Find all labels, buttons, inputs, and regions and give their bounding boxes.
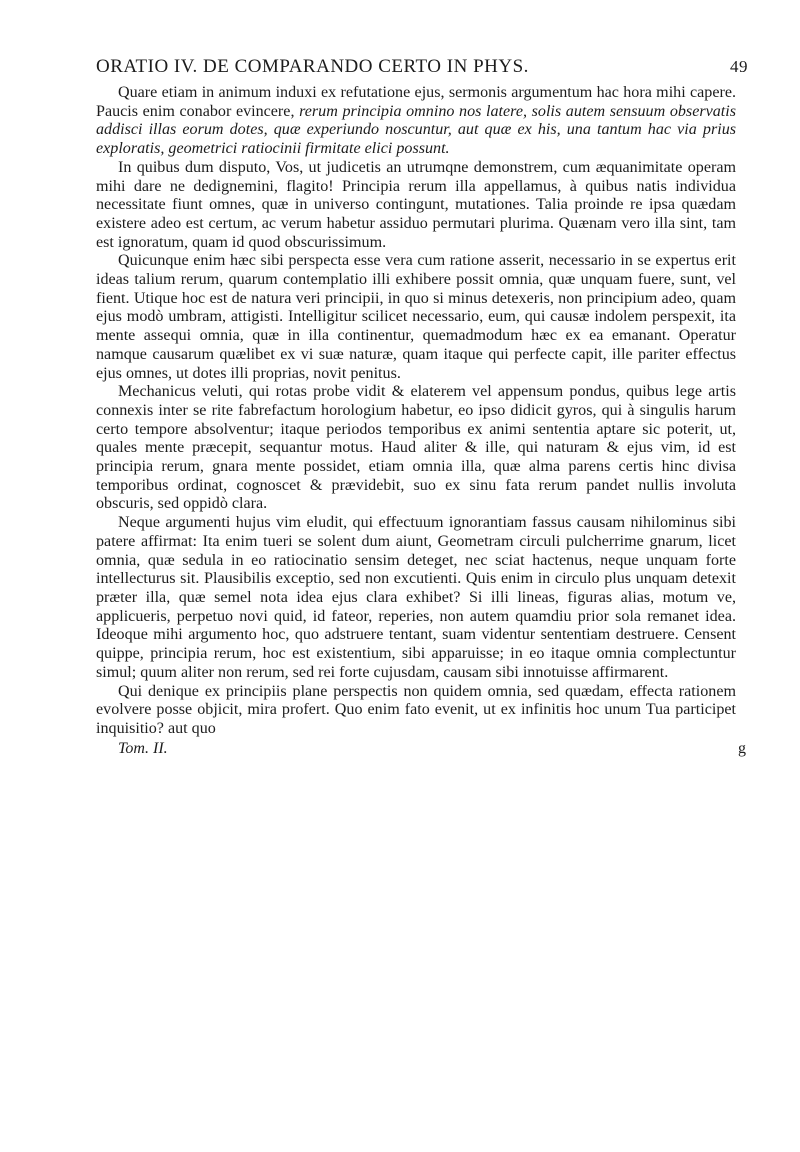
paragraph-6: Qui denique ex principiis plane perspectis non quidem omnia, sed quædam, effecta rationem evolvere posse objicit, mira profert. Quo enim fato evenit, ut ex infinitis hoc unum Tua participet inquisitio? aut quo	[96, 682, 736, 737]
paragraph-1	[96, 84, 736, 159]
page-number: 49	[730, 57, 748, 76]
body-text	[96, 84, 736, 739]
paragraph-2: In quibus dum disputo, Vos, ut judicetis an utrumqne demonstrem, cum æquanimitate operam mihi dare ne dedignemini, flagito! Principia rerum illa appellamus, à quibus natis individua necessitate fiunt omnes, quæ in universo contingunt, mutationes. Talia proinde re ipsa quædam existere adeo est certum, ac verum habetur assiduo permutari plurima. Quænam vero illa sint, tam est ignoratum, quam id quod obscurissimum.	[96, 158, 736, 251]
footer-tome: Tom. II.	[118, 739, 168, 757]
running-header	[96, 56, 748, 82]
paragraph-5: Neque argumenti hujus vim eludit, qui effectuum ignorantiam fassus causam nihilominus sibi patere affirmat: Ita enim tueri se solent dum aiunt, Geometram circuli pulcherrime gnarum, licet omnia, quæ sedula in eo ratiocinatio sensim deteget, nec sciat hactenus, neque unquam forte intellecturus sit. Plausibilis exceptio, sed non excutienti. Quis enim in circulo plus unquam detexit præter illa, quæ semel nota idea ejus clara exhibet? Si illi lineas, figuras alias, motum ve, applicueris, perpetuo novi quid, id fateor, reperies, non autem quamdiu prior sola remanet idea. Ideoque mihi argumento hoc, quo adstruere tentant, suam videntur sententiam destruere. Censent quippe, principia rerum, hoc est existentium, sibi apparuisse; in eo itaque omnia complectuntur simul; quum aliter non rerum, sed rei forte cujusdam, causam sibi innotuisse affirmarent.	[96, 514, 736, 681]
paragraph-4: Mechanicus veluti, qui rotas probe vidit & elaterem vel appensum pondus, quibus lege artis connexis inter se rite fabrefactum horologium habetur, eo ipso didicit gyros, qui à singulis harum certo tempore absolventur; itaque periodos temporibus ex animi sententia aptare sic poterit, ut, quales mente præcepit, sequantur motus. Haud aliter & ille, qui naturam & ejus vim, id est principia rerum, gnara mente possidet, etiam omnia illa, quæ alma parens certis hinc divisa temporibus ordinat, cognoscet & prævidebit, suo ex sinu fata rerum pandet nullis involuta obscuris, sed oppidò clara.	[96, 383, 736, 513]
paragraph-3: Quicunque enim hæc sibi perspecta esse vera cum ratione asserit, necessario in se expertus erit ideas talium rerum, quarum contemplatio illi exhibere possit omnia, quæ unquam fuere, sunt, vel fient. Utique hoc est de natura veri principii, in quo si minus detexeris, non principium adeo, quam ejus modò umbram, attigisti. Intelligitur scilicet necessario, eum, qui causæ indolem perspexit, ita mente assequi omnia, quæ in illa continentur, quemadmodum hæc ex ea emanant. Operatur namque causarum quælibet ex vi suæ naturæ, quam itaque qui perfecte capit, ille pariter effectus ejus omnes, ut dotes illi proprias, novit penitus.	[96, 252, 736, 382]
paragraph-1-italic: rerum principia omnino nos latere, solis autem sensuum observatis addisci illas eorum dotes, quæ experiundo noscuntur, aut quæ ex his, una tantum hac via prius exploratis, geometrici ratiocinii firmitate elici possunt.	[96, 102, 736, 158]
signature-mark: g	[738, 739, 746, 757]
header-title: ORATIO IV. DE COMPARANDO CERTO IN PHYS.	[96, 56, 529, 77]
book-page	[96, 56, 748, 758]
paragraph-1-text: Quare etiam in animum induxi ex refutatione ejus, sermonis argumentum hac hora mihi capere. Paucis enim conabor evincere,	[96, 84, 736, 120]
page-footer	[96, 739, 746, 758]
